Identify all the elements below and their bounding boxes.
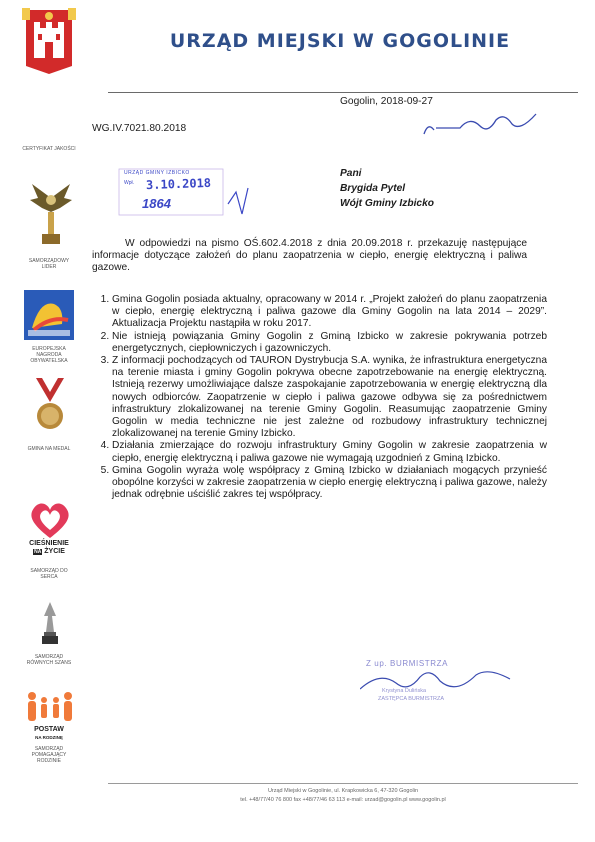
stamp-office-text: URZĄD GMINY IZBICKO bbox=[124, 170, 190, 176]
signature-stamp-line: Z up. BURMISTRZA bbox=[366, 659, 449, 668]
award-label: SAMORZĄD RÓWNYCH SZANS bbox=[26, 654, 72, 666]
award-label: SAMORZĄD POMAGAJĄCY RODZINIE bbox=[31, 746, 67, 764]
family-text-line: POSTAW bbox=[34, 726, 64, 733]
european-award-icon bbox=[24, 290, 74, 340]
medal-icon bbox=[30, 378, 70, 434]
family-text-line: NA RODZINĘ bbox=[35, 735, 63, 740]
statuette-icon bbox=[38, 600, 62, 648]
office-title: URZĄD MIEJSKI W GOGOLINIE bbox=[169, 30, 511, 52]
town-crest-logo bbox=[20, 6, 78, 76]
recipient-line: Wójt Gminy Izbicko bbox=[340, 198, 434, 209]
initials-signature bbox=[420, 108, 540, 138]
stamp-number: 1864 bbox=[142, 196, 171, 211]
recipient-line: Brygida Pytel bbox=[340, 183, 406, 194]
stamp-received-label: Wpł. bbox=[124, 180, 134, 186]
heart-icon bbox=[28, 500, 72, 540]
letter-point: 1. Gmina Gogolin posiada aktualny, opracowany w 2014 r. „Projekt założeń do planu zaopatrzenia w ciepło, energię elektryczną i paliwa gazowe dla Gminy Gogolin na lata 2014 – 2029”. Aktualizacja Projektu nastąpiła w roku 2017. bbox=[112, 294, 547, 331]
family-icon bbox=[24, 690, 76, 724]
footer-address: Urząd Miejski w Gogolinie, ul. Krapkowicka 6, 47-320 Gogolin bbox=[267, 788, 419, 794]
handwritten-signature bbox=[360, 665, 520, 695]
letter-intro: W odpowiedzi na pismo OŚ.602.4.2018 z dnia 20.09.2018 r. przekazuję następujące informacje dotyczące założeń do planu zaopatrzenia w ciepło, energię elektryczną i paliwa gazowe. bbox=[92, 238, 527, 274]
case-number: WG.IV.7021.80.2018 bbox=[92, 123, 187, 134]
award-label: EUROPEJSKA NAGRODA OBYWATELSKA bbox=[30, 346, 68, 364]
award-label: CERTYFIKAT JAKOŚCI bbox=[22, 146, 76, 152]
signature-block bbox=[360, 655, 520, 715]
letter-date: Gogolin, 2018-09-27 bbox=[340, 96, 433, 107]
header-divider bbox=[108, 92, 578, 93]
footer bbox=[108, 787, 578, 805]
award-label: SAMORZĄD DO SERCA bbox=[30, 568, 68, 580]
letter-point: 3. Z informacji pochodzących od TAURON Dystrybucja S.A. wynika, że infrastruktura energetyczna na terenie miasta i gminy Gogolin pokrywa obecne zapotrzebowanie na energię elektryczną. Istnieją rezerwy umożliwiające dalsze zaspokajanie zapotrzebowania w energię elektryczną dla nowych odbiorców. Zaopatrzenie w ciepło i paliwa gazowe odbywa się za pośrednictwem infrastruktury zlokalizowanej na terenie Gminy Gogolin. Reasumując zaopatrzenie Gminy Gogolin w media techniczne nie jest zależne od rozbudowy infrastruktury technicznej zlokalizowanej na terenie Gminy Izbicko. bbox=[112, 355, 547, 440]
award-label: SAMORZĄDOWY LIDER bbox=[28, 258, 70, 270]
eagle-trophy-icon bbox=[28, 178, 74, 248]
recipient-line: Pani bbox=[340, 168, 362, 179]
heart-text-line: CIEŚNIENIE bbox=[29, 540, 69, 547]
signature-stamp-line: Krystyna Dulińska bbox=[382, 688, 427, 694]
heart-text-line: ŻYCIE bbox=[44, 548, 65, 555]
award-label: GMINA NA MEDAL bbox=[27, 446, 71, 452]
footer-contact: tel. +48/77/40 76 800 fax +48/77/46 63 113 e-mail: urzad@gogolin.pl www.gogolin.pl bbox=[240, 797, 446, 803]
signature-stamp-line: ZASTĘPCA BURMISTRZA bbox=[378, 696, 445, 702]
heart-text-line: NA bbox=[34, 549, 42, 555]
stamp-date: 3.10.2018 bbox=[145, 175, 212, 193]
footer-divider bbox=[108, 783, 578, 784]
letter-points bbox=[92, 294, 547, 501]
letter-point: 4. Działania zmierzające do rozwoju infrastruktury Gminy Gogolin w zakresie zaopatrzenia w ciepło, energię elektryczną i paliwa gazowe nie wymagają uzgodnień z Gminą Izbicko. bbox=[112, 440, 547, 464]
letter-point: 2. Nie istnieją powiązania Gminy Gogolin z Gminą Izbicko w zakresie pokrywania potrzeb energetycznych, ciepłowniczych i gazowniczych. bbox=[112, 331, 547, 355]
registration-stamp bbox=[118, 168, 256, 226]
letter-point: 5. Gmina Gogolin wyraża wolę współpracy z Gminą Izbicko w działaniach mogących przynieść obopólne korzyści w zakresie zaopatrzenia w ciepło energię elektryczną i paliwa gazowe, należy jednak odrębnie uściślić zakres tej współpracy. bbox=[112, 465, 547, 502]
recipient-block bbox=[340, 166, 434, 211]
